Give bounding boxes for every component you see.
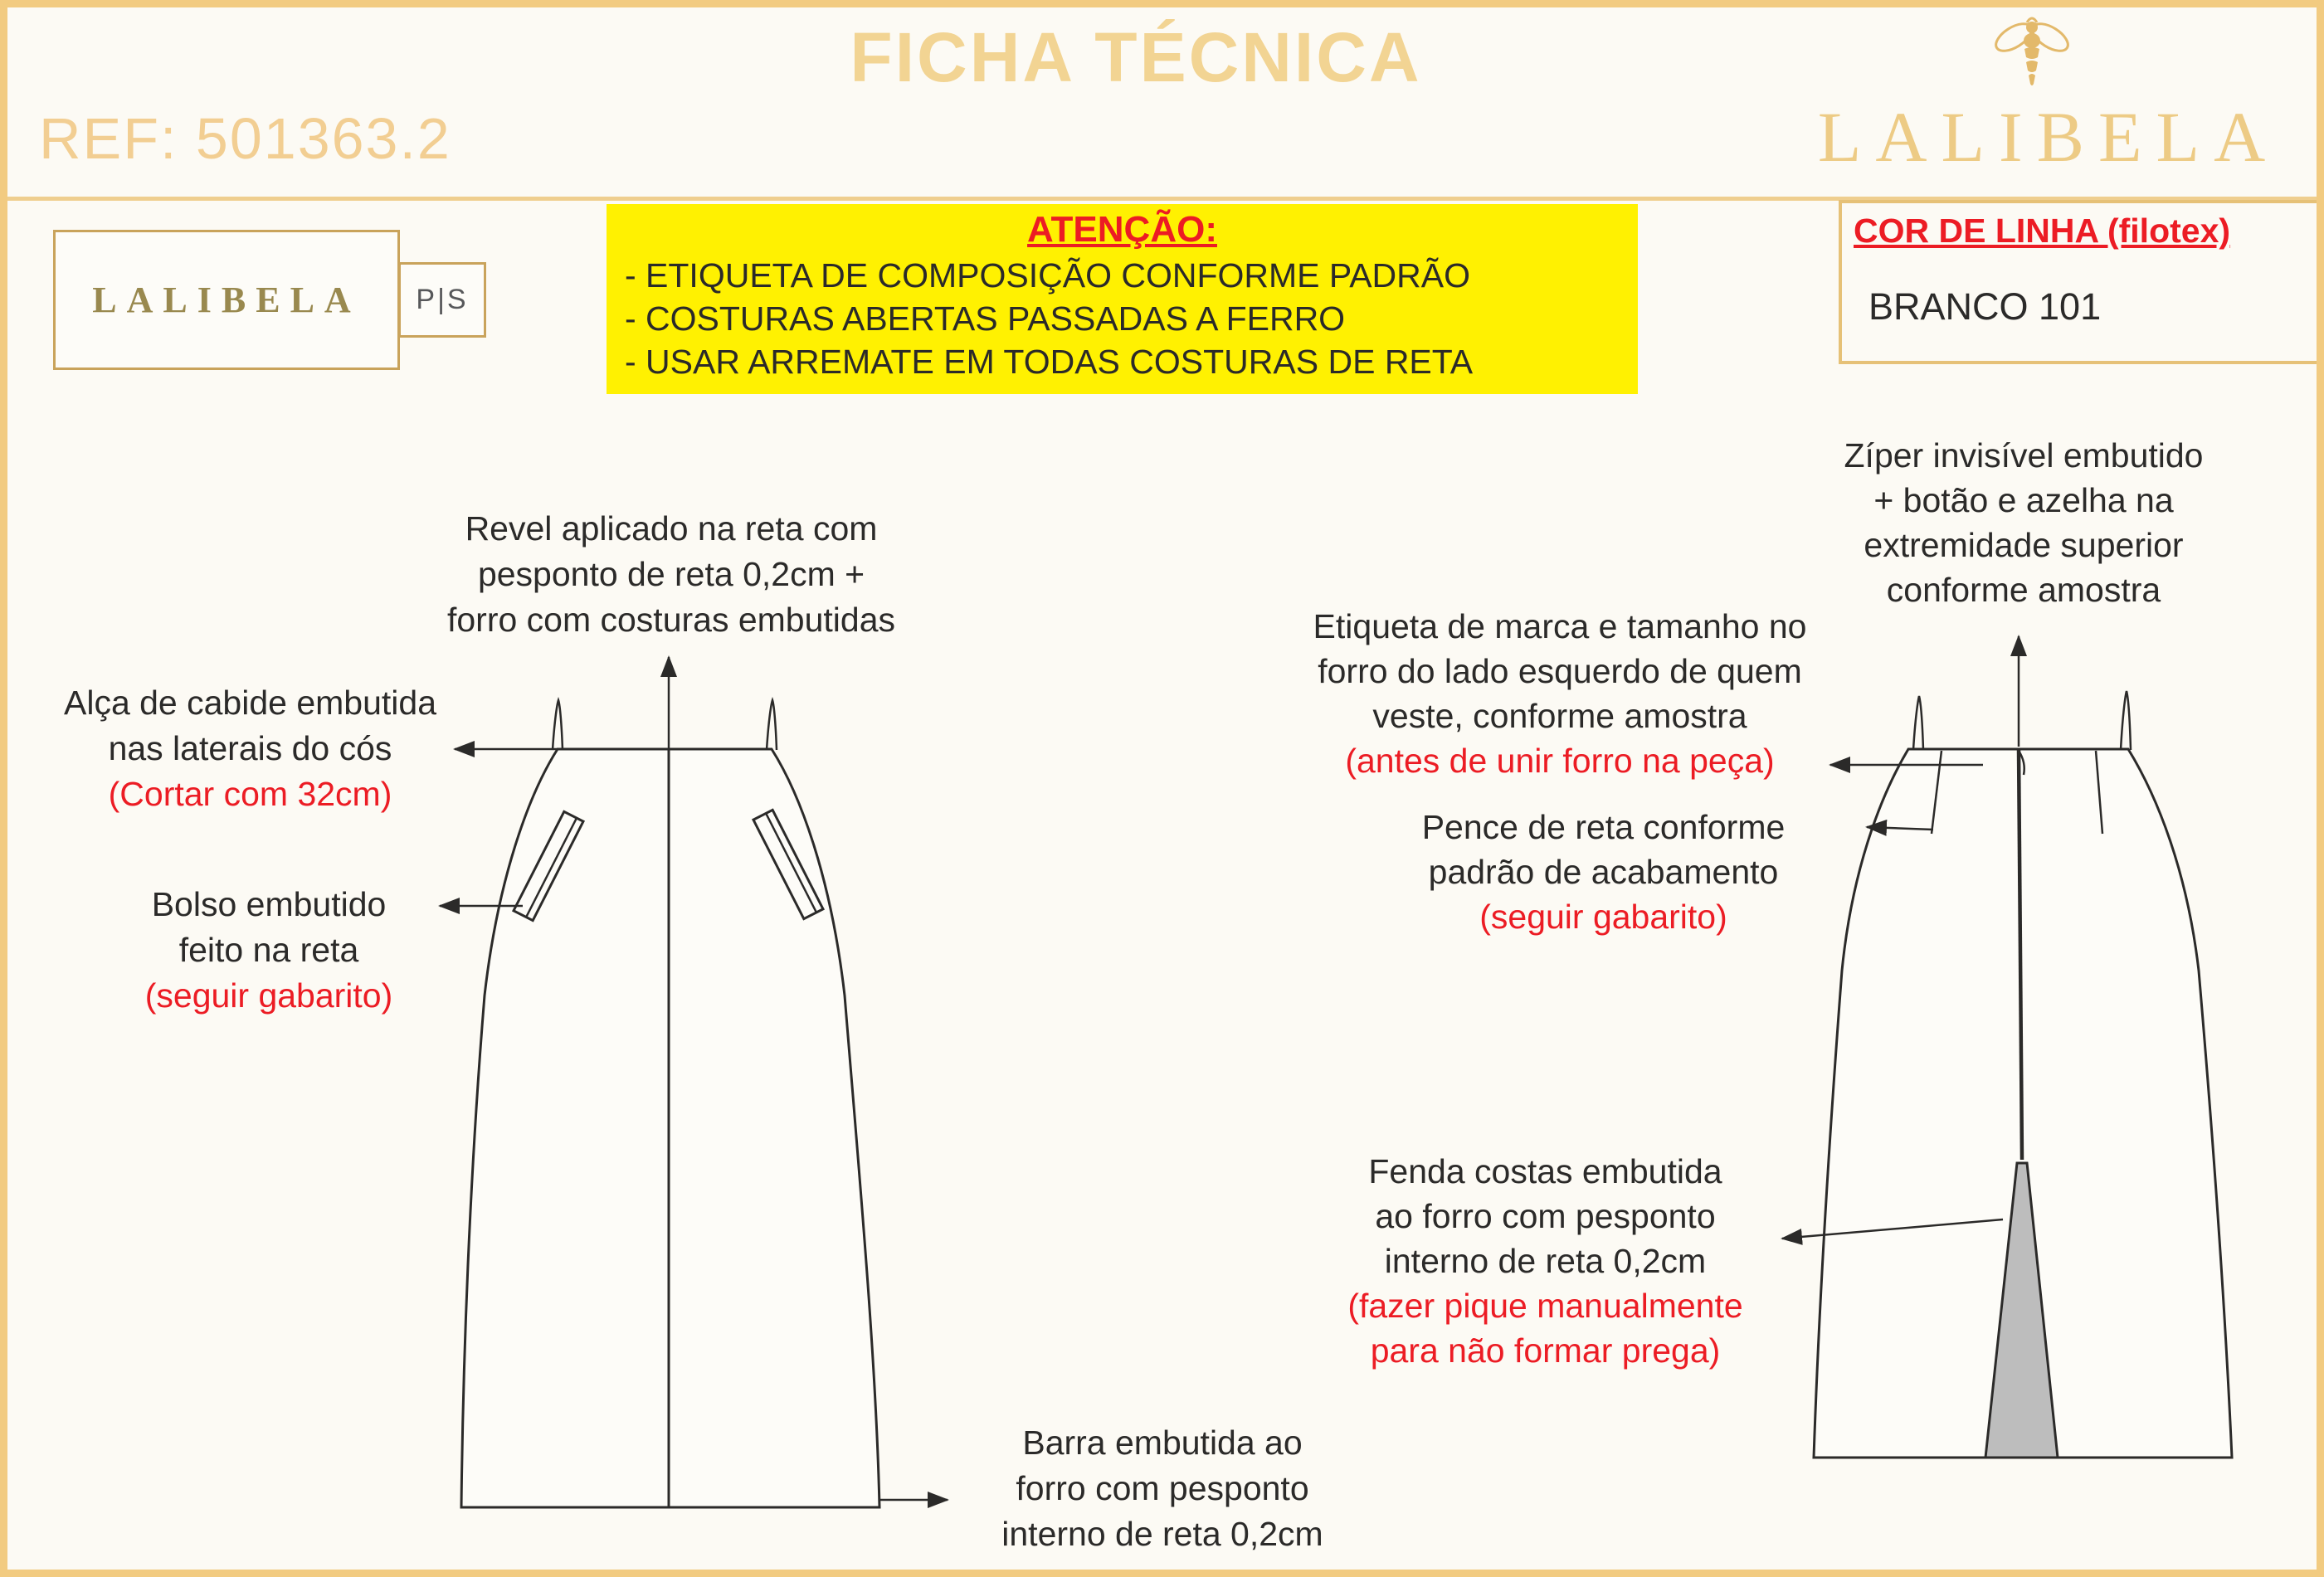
front-pocket-right xyxy=(753,810,823,918)
attention-title: ATENÇÃO: xyxy=(1027,209,1217,250)
attention-item: - ETIQUETA DE COMPOSIÇÃO CONFORME PADRÃO xyxy=(625,256,1471,294)
thread-color-box xyxy=(1839,200,2324,364)
brand-logo: LALIBELA xyxy=(1817,97,2280,177)
annotation-bolso: Bolso embutido feito na reta (seguir gabarito) xyxy=(144,885,393,1015)
annotation-etiqueta: Etiqueta de marca e tamanho no forro do lado esquerdo de quem veste, conforme amostra (antes de unir forro na peça) xyxy=(1313,607,1807,780)
page-title: FICHA TÉCNICA xyxy=(850,18,1422,96)
reference-number: REF: 501363.2 xyxy=(39,106,451,171)
back-vent xyxy=(1985,1163,2058,1458)
arrow-fenda xyxy=(1782,1219,2003,1239)
attention-item: - COSTURAS ABERTAS PASSADAS A FERRO xyxy=(625,299,1346,338)
brand-label-box xyxy=(53,230,400,370)
annotation-alca: Alça de cabide embutida nas laterais do cós (Cortar com 32cm) xyxy=(63,684,437,813)
brand-label-text: LALIBELA xyxy=(92,280,361,320)
attention-item: - USAR ARREMATE EM TODAS COSTURAS DE RETA xyxy=(625,343,1474,381)
size-tag-text: P|S xyxy=(416,284,469,315)
hanger-loop xyxy=(2121,691,2131,750)
annotation-barra: Barra embutida ao forro com pesponto interno de reta 0,2cm xyxy=(1001,1424,1323,1553)
hanger-loop xyxy=(553,700,563,750)
annotation-pence: Pence de reta conforme padrão de acabamento (seguir gabarito) xyxy=(1421,808,1786,936)
annotation-revel: Revel aplicado na reta com pesponto de reta 0,2cm + forro com costuras embutidas xyxy=(446,509,896,639)
attention-box xyxy=(607,204,1638,394)
front-pocket-left xyxy=(514,811,583,920)
arrow-pence xyxy=(1867,827,1933,830)
hanger-loop xyxy=(767,700,777,750)
size-tag-box xyxy=(398,262,486,338)
annotation-ziper: Zíper invisível embutido + botão e azelha na extremidade superior conforme amostra xyxy=(1844,436,2204,609)
front-skirt-drawing xyxy=(440,657,948,1507)
thread-color-title: COR DE LINHA (filotex) xyxy=(1854,212,2231,250)
front-skirt-outline xyxy=(461,749,879,1507)
thread-color-value: BRANCO 101 xyxy=(1868,285,2102,328)
back-skirt-outline xyxy=(1814,749,2232,1458)
annotation-fenda: Fenda costas embutida ao forro com pesponto interno de reta 0,2cm (fazer pique manualmente para não formar prega) xyxy=(1347,1152,1743,1370)
zipper-end-tick xyxy=(2019,751,2024,775)
back-dart-right xyxy=(2096,751,2102,834)
hanger-loop xyxy=(1913,696,1923,750)
back-center-seam xyxy=(2019,749,2022,1160)
back-dart-left xyxy=(1932,751,1942,834)
bee-icon xyxy=(1985,12,2078,95)
